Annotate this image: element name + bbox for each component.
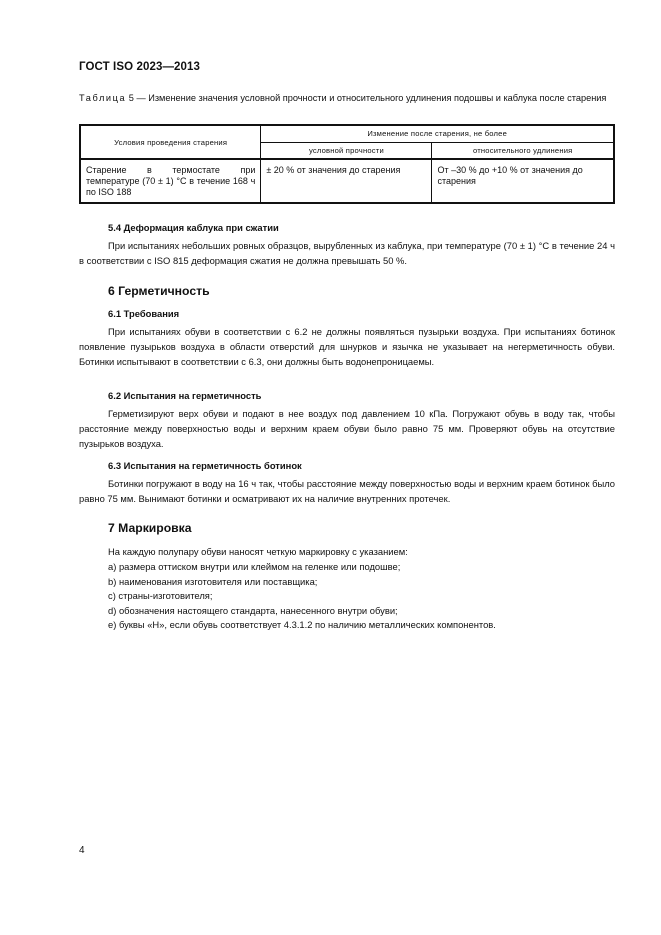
section-6-heading: 6 Герметичность xyxy=(108,284,210,298)
section-7-heading: 7 Маркировка xyxy=(108,521,192,535)
list-item: e) буквы «Н», если обувь соответствует 4.3.1.2 по наличию металлических компонентов. xyxy=(108,619,496,631)
marking-list xyxy=(108,560,618,633)
section-6-3-heading: 6.3 Испытания на герметичность ботинок xyxy=(108,460,302,471)
aging-table xyxy=(79,124,615,204)
cell-elongation: От –30 % до +10 % от значения до старения xyxy=(432,159,614,203)
list-item: d) обозначения настоящего стандарта, нанесенного внутри обуви; xyxy=(108,604,398,616)
section-6-2-heading: 6.2 Испытания на герметичность xyxy=(108,390,262,401)
section-6-1-heading: 6.1 Требования xyxy=(108,308,180,319)
list-item: c) страны-изготовителя; xyxy=(108,590,213,602)
list-item: a) размера оттиском внутри или клеймом на геленке или подошве; xyxy=(108,561,401,572)
cell-conditions: Старение в термостате при температуре (70 ± 1) °С в течение 168 ч по ISO 188 xyxy=(80,159,261,203)
table-caption xyxy=(79,92,615,105)
document-code: ГОСТ ISO 2023—2013 xyxy=(79,61,201,73)
table-caption-number: 5 xyxy=(128,93,134,103)
section-6-2-text: Герметизируют верх обуви и подают в нее воздух под давлением 10 кПа. Погружают обувь в воду так, чтобы расстояние между поверхностью воды и верхним краем обуви было равно 75 мм. Проверяют обувь на отсутствие пузырьков воздуха. xyxy=(79,408,615,449)
page-number: 4 xyxy=(79,845,85,856)
header-strength: условной прочности xyxy=(261,142,432,159)
header-elongation: относительного удлинения xyxy=(432,142,614,159)
section-6-3-text: Ботинки погружают в воду на 16 ч так, чтобы расстояние между поверхностью воды и верхним краем ботинок было равно 75 мм. Вынимают ботинки и осматривают их на наличие внутренних протечек. xyxy=(79,478,615,504)
section-6-1-text: При испытаниях обуви в соответствии с 6.2 не должны появляться пузырьки воздуха. При испытаниях ботинок появление пузырьков воздуха в области отверстий для шнурков и язычка не указывает на негерметичность обуви. Ботинки испытывают в соответствии с 6.3, они должны быть водонепроницаемы. xyxy=(79,326,615,367)
header-conditions: Условия проведения старения xyxy=(80,125,261,159)
table-caption-word: Таблица xyxy=(79,93,127,103)
section-5-4-heading: 5.4 Деформация каблука при сжатии xyxy=(108,222,279,233)
header-change: Изменение после старения, не более xyxy=(261,125,614,142)
cell-strength: ± 20 % от значения до старения xyxy=(261,159,432,203)
table-caption-text: — Изменение значения условной прочности и относительного удлинения подошвы и каблука после старения xyxy=(136,93,607,103)
section-5-4-text: При испытаниях небольших ровных образцов, вырубленных из каблука, при температуре (70 ± 1) °С в течение 24 ч в соответствии с ISO 815 деформация сжатия не должна превышать 50 %. xyxy=(79,240,615,266)
section-7-intro: На каждую полупару обуви наносят четкую маркировку с указанием: xyxy=(108,546,408,557)
table-row xyxy=(80,159,614,203)
list-item: b) наименования изготовителя или поставщика; xyxy=(108,575,318,587)
